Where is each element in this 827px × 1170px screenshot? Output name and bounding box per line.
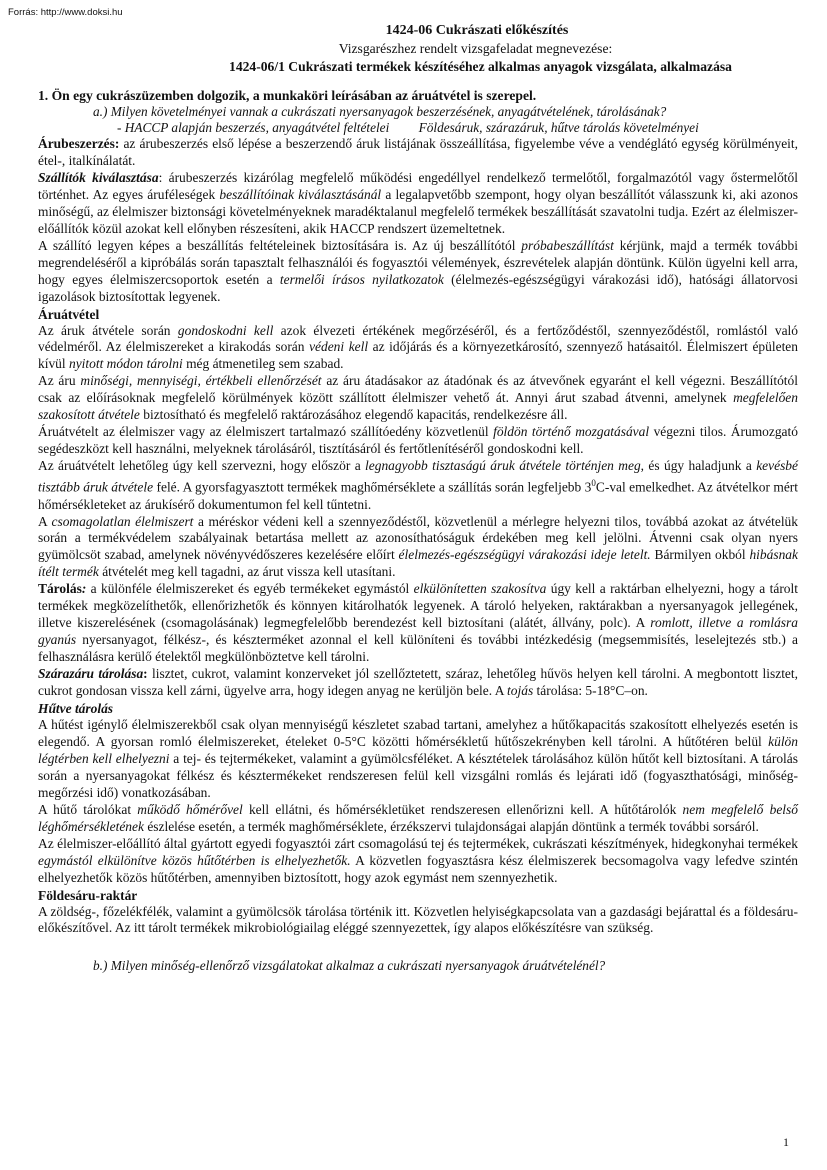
subtopic-storage: Földesáruk, szárazáruk, hűtve tárolás követelményei	[418, 120, 699, 135]
document-subtitle: Vizsgarészhez rendelt vizsgafeladat megnevezése:	[338, 41, 613, 56]
paragraph-aruatvetel-2: Az áru minőségi, mennyiségi, értékbeli ellenőrzését az áru átadásakor az átadónak és az átvevőnek egyaránt el kell végezni. Beszállítótól csak az előírásoknak megfelelő körülmények között szállított élelmiszer vehető át. Annyi árut szabad átvenni, amelynek megfelelően szakosított átvétele biztosítható és megfelelő raktározásához elegendő kapacitás, rendelkezésre áll.	[38, 373, 798, 423]
heading-aruatvetel: Áruátvétel	[38, 306, 100, 322]
source-url: Forrás: http://www.doksi.hu	[8, 7, 123, 18]
question-1b: b.) Milyen minőség-ellenőrző vizsgálatokat alkalmaz a cukrászati nyersanyagok áruátvételénél?	[93, 958, 606, 974]
paragraph-tarolas: Tárolás: a különféle élelmiszereket és egyéb termékeket egymástól elkülönítetten szakosítva úgy kell a raktárban elhelyezni, hogy a tárolt termékek megközelíthetők, ellenőrizhetők és könnyen kitárolhatók legyenek. A tároló helyeken, raktárakban a nyersanyagok jellegének, illetve kiszerelésének (csomagolásának) legmegfelelőbb berendezést kell biztosítani (alátét, állvány, polc). A romlott, illetve a romlásra gyanús nyersanyagot, félkész-, és készterméket azonnal el kell különíteni és további intézkedésig (megsemmisítés, leselejtezés stb.) a felhasználásra kerülő ételektől megkülönböztetve kell tárolni.	[38, 581, 798, 665]
document-page	[38, 22, 798, 974]
document-title: 1424-06 Cukrászati előkészítés	[385, 23, 569, 38]
paragraph-aruatvetel-5: A csomagolatlan élelmiszert a méréskor védeni kell a szennyeződéstől, közvetlenül a mérlegre helyezni tilos, továbbá azokat az átvételük során a termékvédelem szabályainak betartása mellett az azonosíthatóságuk érdekében meg kell jelölni. Átvenni csak olyan nyers gyümölcsöt szabad, amelynek növényvédőszeres kezelésére előírt élelmezés-egészségügyi várakozási ideje letelt. Bármilyen okból hibásnak ítélt termék átvételét meg kell tagadni, az árut vissza kell utasítani.	[38, 513, 798, 580]
paragraph-arubeszerzes: Árubeszerzés: az árubeszerzés első lépése a beszerzendő áruk listájának összeállítása, figyelembe véve a vendéglátó egység körülményeit, étel-, italkínálatát.	[38, 136, 798, 168]
question-1a: a.) Milyen követelményei vannak a cukrászati nyersanyagok beszerzésének, anyagátvételének, tárolásának?	[93, 104, 667, 119]
paragraph-hutve-1: A hűtést igénylő élelmiszerekből csak olyan mennyiségű készletet szabad tartani, amelyhez a hűtőkapacitás szakosított elhelyezés esetén is elegendő. A gyorsan romló élelmiszereket, ételeket 0-5°C közötti hőmérsékletű hűtőszekrényben kell tárolni. A hűtőtéren belül külön légtérben kell elhelyezni a tej- és tejtermékeket, valamint a gyümölcsféléket. A késztételek tárolásához külön hűtőt kell biztosítani. A tárolás során a nyersanyagokat félkész és késztermékeket rendszeresen felül kell vizsgálni romlás és lejárati idő (fogyaszthatósági, minőség-megőrzési idő) vonatkozásában.	[38, 716, 798, 800]
paragraph-szallito-kepesseg: A szállító legyen képes a beszállítás feltételeinek biztosítására is. Az új beszállítótól próbabeszállítást kérjünk, majd a termék további megrendeléséről a kipróbálás során tapasztalt felhasználói és fogyasztói vélemények, észrevételek alapján döntünk. Külön ügyelni kell arra, hogy egyes élelmiszercsoportok esetén a termelői írásos nyilatkozatok (élelmezés-egészségügyi várakozási idő), hatósági állatorvosi igazolások biztosítottak legyenek.	[38, 237, 799, 304]
page-number: 1	[783, 1135, 789, 1149]
heading-hutve-tarolas: Hűtve tárolás	[38, 700, 114, 716]
paragraph-aruatvetel-3: Áruátvételt az élelmiszer vagy az élelmiszert tartalmazó szállítóedény közvetlenül földön történő mozgatásával végezni tilos. Árumozgató segédeszközt kell használni, melyeknek tárolásáról, tisztításáról és fertőtlenítéséről gondoskodni kell.	[38, 424, 798, 457]
question-1: 1. Ön egy cukrászüzemben dolgozik, a munkaköri leírásában az áruátvétel is szerepel.	[38, 88, 537, 103]
task-title: 1424-06/1 Cukrászati termékek készítéséhez alkalmas anyagok vizsgálata, alkalmazása	[229, 59, 732, 74]
heading-foldesaru: Földesáru-raktár	[38, 887, 138, 903]
document-header	[38, 22, 798, 76]
paragraph-hutve-3: Az élelmiszer-előállító által gyártott egyedi fogyasztói zárt csomagolású tej és tejtermékek, cukrászati készítmények, hidegkonyhai termékek egymástól elkülönítve közös hűtőtérben is elhelyezhetők. A közvetlen fogyasztásra kész élelmiszerek becsomagolva vagy lefedve szintén elhelyezhetők közös hűtőtérben, amennyiben biztosított, hogy azok egymást nem szennyezhetik.	[38, 835, 799, 885]
subtopic-haccp: - HACCP alapján beszerzés, anyagátvétel feltételei	[117, 120, 390, 135]
question-1a-subtopics	[117, 120, 798, 136]
paragraph-aruatvetel-4: Az áruátvételt lehetőleg úgy kell szervezni, hogy először a legnagyobb tisztaságú áruk átvétele történjen meg, és úgy haladjunk a kevésbé tisztább áruk átvétele felé. A gyorsfagyasztott termékek maghőmérséklete a szállítás során legfeljebb $3^0C$-val emelkedhet. Az átvételkor mért hőmérsékleteket az árukísérő dokumentumon fel kell tűntetni.	[38, 458, 798, 512]
paragraph-hutve-2: A hűtő tárolókat működő hőmérővel kell ellátni, és hőmérsékletüket rendszeresen ellenőrizni kell. A hűtőtárolók nem megfelelő belső léghőmérsékletének észlelése esetén, a termék maghőmérséklete, érzékszervi tulajdonságai alapján döntünk a termék további sorsáról.	[38, 801, 798, 834]
paragraph-foldesaru: A zöldség-, főzelékfélék, valamint a gyümölcsök tárolása történik itt. Közvetlen helyiségkapcsolata van a gazdasági bejárattal és a földesáru-előkészítővel. Az itt tárolt termékek mikrobiológiailag eléggé szennyezettek, így alapos előkészítésre van szükség.	[38, 903, 798, 936]
paragraph-aruatvetel-1: Az áruk átvétele során gondoskodni kell azok élvezeti értékének megőrzéséről, és a fertőződéstől, szennyeződéstől, romlástól való védelméről. Az élelmiszereket a kirakodás során védeni kell az időjárás és a környezetkárosító, szennyező hatásaitól. Élelmiszert épületen kívül nyitott módon tárolni még átmenetileg sem szabad.	[38, 322, 798, 372]
paragraph-szallitok: Szállítók kiválasztása: árubeszerzés kizárólag megfelelő működési engedéllyel rendelkező termelőtől, forgalmazótól vagy őstermelőtől történhet. Az egyes áruféleségek beszállítóinak kiválasztásánál a legalapvetőbb szempont, hogy olyan beszállítót válasszunk ki, aki azonos minőségű, az élelmiszer biztonsági követelményeknek maradéktalanul megfelelő termékek beszállítását szavatolni tudja. Ezért az élelmiszer-előállítók közül azokat kell előnyben részesíteni, akik HACCP rendszert üzemeltetnek.	[38, 169, 799, 236]
paragraph-szarazaru: Szárazáru tárolása: lisztet, cukrot, valamint konzerveket jól szellőztetett, száraz, lehetőleg hűvös helyen kell tárolni. A megbontott lisztet, cukrot gondosan vissza kell zárni, ügyelve arra, hogy idegen anyag ne kerüljön bele. A tojás tárolása: 5-18°C–on.	[38, 666, 798, 699]
